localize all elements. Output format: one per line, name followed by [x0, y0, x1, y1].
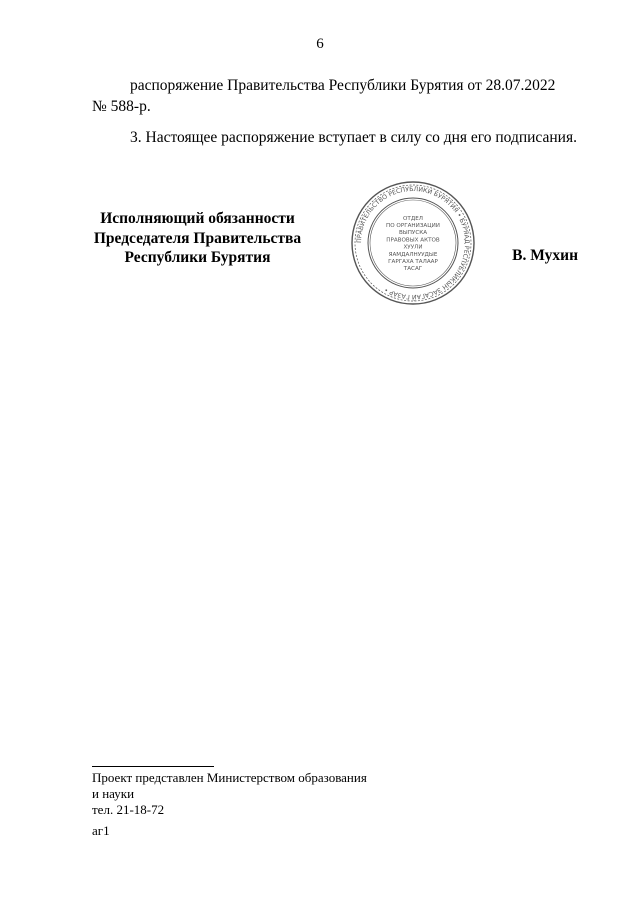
- seal-inner-line: ГАРГАХА ТАЛААР: [388, 259, 438, 265]
- footnote-line-1: Проект представлен Министерством образования: [92, 770, 367, 785]
- footnote-line-3: тел. 21-18-72: [92, 802, 165, 817]
- seal-inner-line: ХУУЛИ: [403, 244, 423, 251]
- paragraph-1: [92, 75, 577, 117]
- footnote-line-4: аг1: [92, 823, 110, 838]
- seal-ring-text: ПРАВИТЕЛЬСТВО РЕСПУБЛИКИ БУРЯТИЯ • БУРЯАД РЕСПУБЛИКЫН ЗАСАГАЙ ГАЗАР •: [355, 185, 471, 301]
- paragraph-1-line-2: № 588-р.: [92, 98, 151, 115]
- official-seal: [350, 180, 476, 306]
- signer-title-line-1: Исполняющий обязанности: [100, 210, 295, 227]
- signer-title: [70, 209, 325, 268]
- seal-inner-line: ПРАВОВЫХ АКТОВ: [386, 237, 440, 244]
- paragraph-2-text: 3. Настоящее распоряжение вступает в силу со дня его подписания.: [130, 129, 577, 146]
- seal-inner-line: ОТДЕЛ: [403, 215, 423, 222]
- seal-inner-line: ПО ОРГАНИЗАЦИИ: [386, 223, 440, 229]
- seal-inner-line: ЯАМДАЛНУУДЫЕ: [388, 251, 438, 258]
- signer-title-line-3: Республики Бурятия: [124, 249, 271, 266]
- paragraph-1-line-1: распоряжение Правительства Республики Бурятия от 28.07.2022: [130, 77, 556, 94]
- seal-inner-line: ТАСАГ: [403, 266, 423, 273]
- signer-title-line-2: Председателя Правительства: [93, 229, 302, 247]
- seal-inner-line: ВЫПУСКА: [398, 230, 428, 237]
- footnote-divider: [92, 766, 214, 767]
- footnote: [92, 770, 412, 839]
- signer-name: В. Мухин: [512, 247, 578, 264]
- footnote-line-2: и науки: [92, 786, 135, 801]
- paragraph-2: [92, 127, 577, 148]
- page-number: 6: [316, 36, 324, 52]
